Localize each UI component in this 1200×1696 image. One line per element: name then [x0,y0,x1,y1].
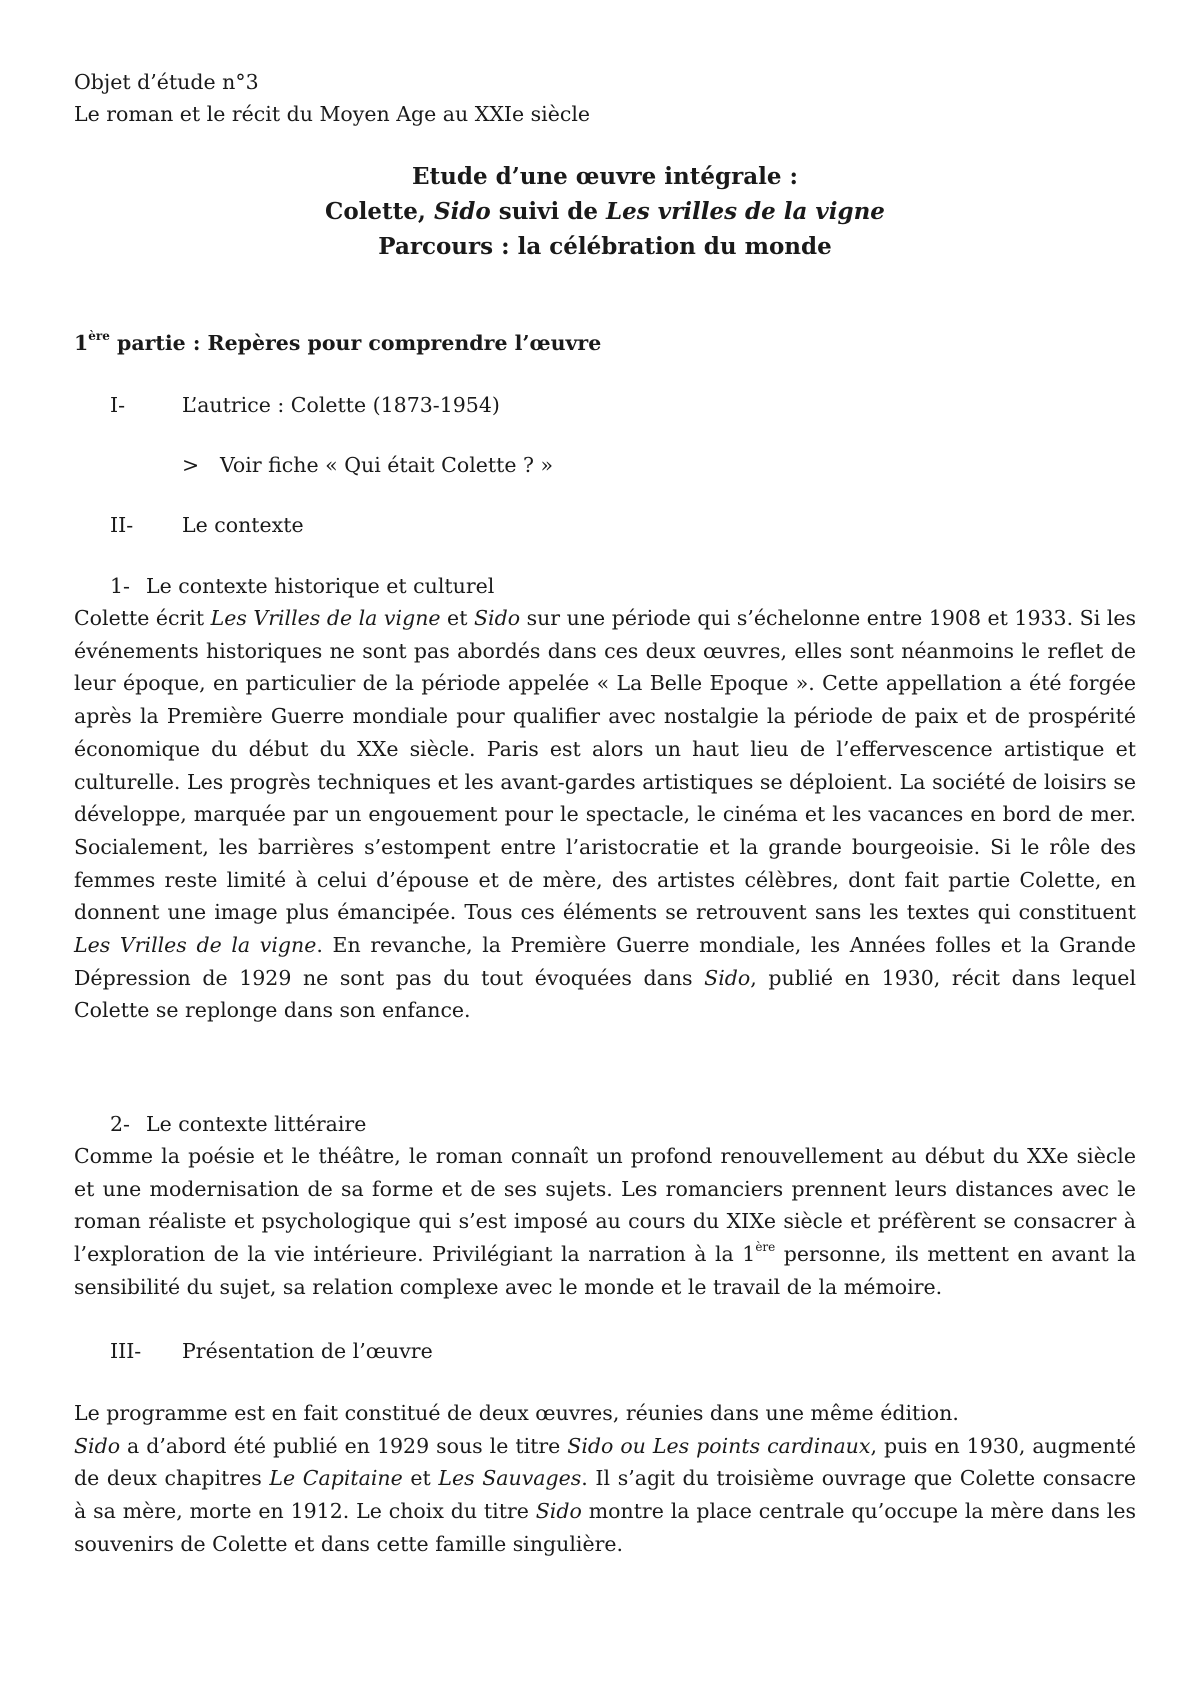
title-connector: suivi de [490,198,606,225]
part-heading-text: partie : Repères pour comprendre l’œuvre [109,331,602,355]
subsection-2-label: Le contexte littéraire [146,1112,367,1136]
title-author: Colette, [325,198,434,225]
section-2-number: II- [110,513,134,537]
subsection-1-label: Le contexte historique et culturel [146,574,495,598]
subsection-1-number: 1- [110,574,130,598]
section-1-sub-item: Voir fiche « Qui était Colette ? » [220,453,554,477]
paragraph-literary-context: Comme la poésie et le théâtre, le roman connaît un profond renouvellement au début du XXe siècle et une modernisation de sa forme et de ses sujets. Les romanciers prennent leurs distances avec le roman réaliste et psychologique qui s’est imposé au cours du XIXe siècle et préfèrent se consacrer à l’exploration de la vie intérieure. Privilégiant la narration à la 1ère personne, ils mettent en avant la sensibilité du sujet, sa relation complexe avec le monde et le travail de la mémoire. [74,1144,1136,1299]
title-work-sido: Sido [433,198,491,225]
subsection-2-number: 2- [110,1112,130,1136]
course-theme-line: Le roman et le récit du Moyen Age au XXIe siècle [74,102,591,126]
title-line-3: Parcours : la célébration du monde [378,233,832,260]
presentation-intro: Le programme est en fait constitué de deux œuvres, réunies dans une même édition. [74,1401,959,1425]
section-1-label: L’autrice : Colette (1873-1954) [182,393,500,417]
title-work-vrilles: Les vrilles de la vigne [605,198,885,225]
section-2-label: Le contexte [182,513,304,537]
arrow-bullet-icon: > [182,453,200,477]
course-object-line: Objet d’étude n°3 [74,70,259,94]
title-line-2 [74,193,1136,230]
paragraph-historical-context: Colette écrit Les Vrilles de la vigne et Sido sur une période qui s’échelonne entre 1908 et 1933. Si les événements historiques ne sont pas abordés dans ces deux œuvres, elles sont néanmoins le reflet de leur époque, en particulier de la période appelée « La Belle Epoque ». Cette appellation a été forgée après la Première Guerre mondiale pour qualifier avec nostalgie la période de paix et de prospérité économique du début du XXe siècle. Paris est alors un haut lieu de l’effervescence artistique et culturelle. Les progrès techniques et les avant-gardes artistiques se déploient. La société de loisirs se développe, marquée par un engouement pour le spectacle, le cinéma et les vacances en bord de mer. Socialement, les barrières s’estompent entre l’aristocratie et la grande bourgeoisie. Si le rôle des femmes reste limité à celui d’épouse et de mère, des artistes célèbres, dont fait partie Colette, en donnent une image plus émancipée. Tous ces éléments se retrouvent sans les textes qui constituent Les Vrilles de la vigne. En revanche, la Première Guerre mondiale, les Années folles et la Grande Dépression de 1929 ne sont pas du tout évoquées dans Sido, publié en 1930, récit dans lequel Colette se replonge dans son enfance. [74,606,1136,1023]
part-number: 1 [74,331,89,355]
title-line-1: Etude d’une œuvre intégrale : [412,163,798,190]
part-number-sup: ère [88,329,110,344]
section-1-number: I- [110,393,126,417]
section-3-label: Présentation de l’œuvre [182,1339,433,1363]
part-heading [74,327,1136,360]
presentation-sido: Sido a d’abord été publié en 1929 sous le titre Sido ou Les points cardinaux, puis en 1930, augmenté de deux chapitres Le Capitaine et Les Sauvages. Il s’agit du troisième ouvrage que Colette consacre à sa mère, morte en 1912. Le choix du titre Sido montre la place centrale qu’occupe la mère dans les souvenirs de Colette et dans cette famille singulière. [74,1433,1137,1556]
paragraph-work-presentation [74,1397,1136,1561]
section-3-number: III- [110,1339,142,1363]
